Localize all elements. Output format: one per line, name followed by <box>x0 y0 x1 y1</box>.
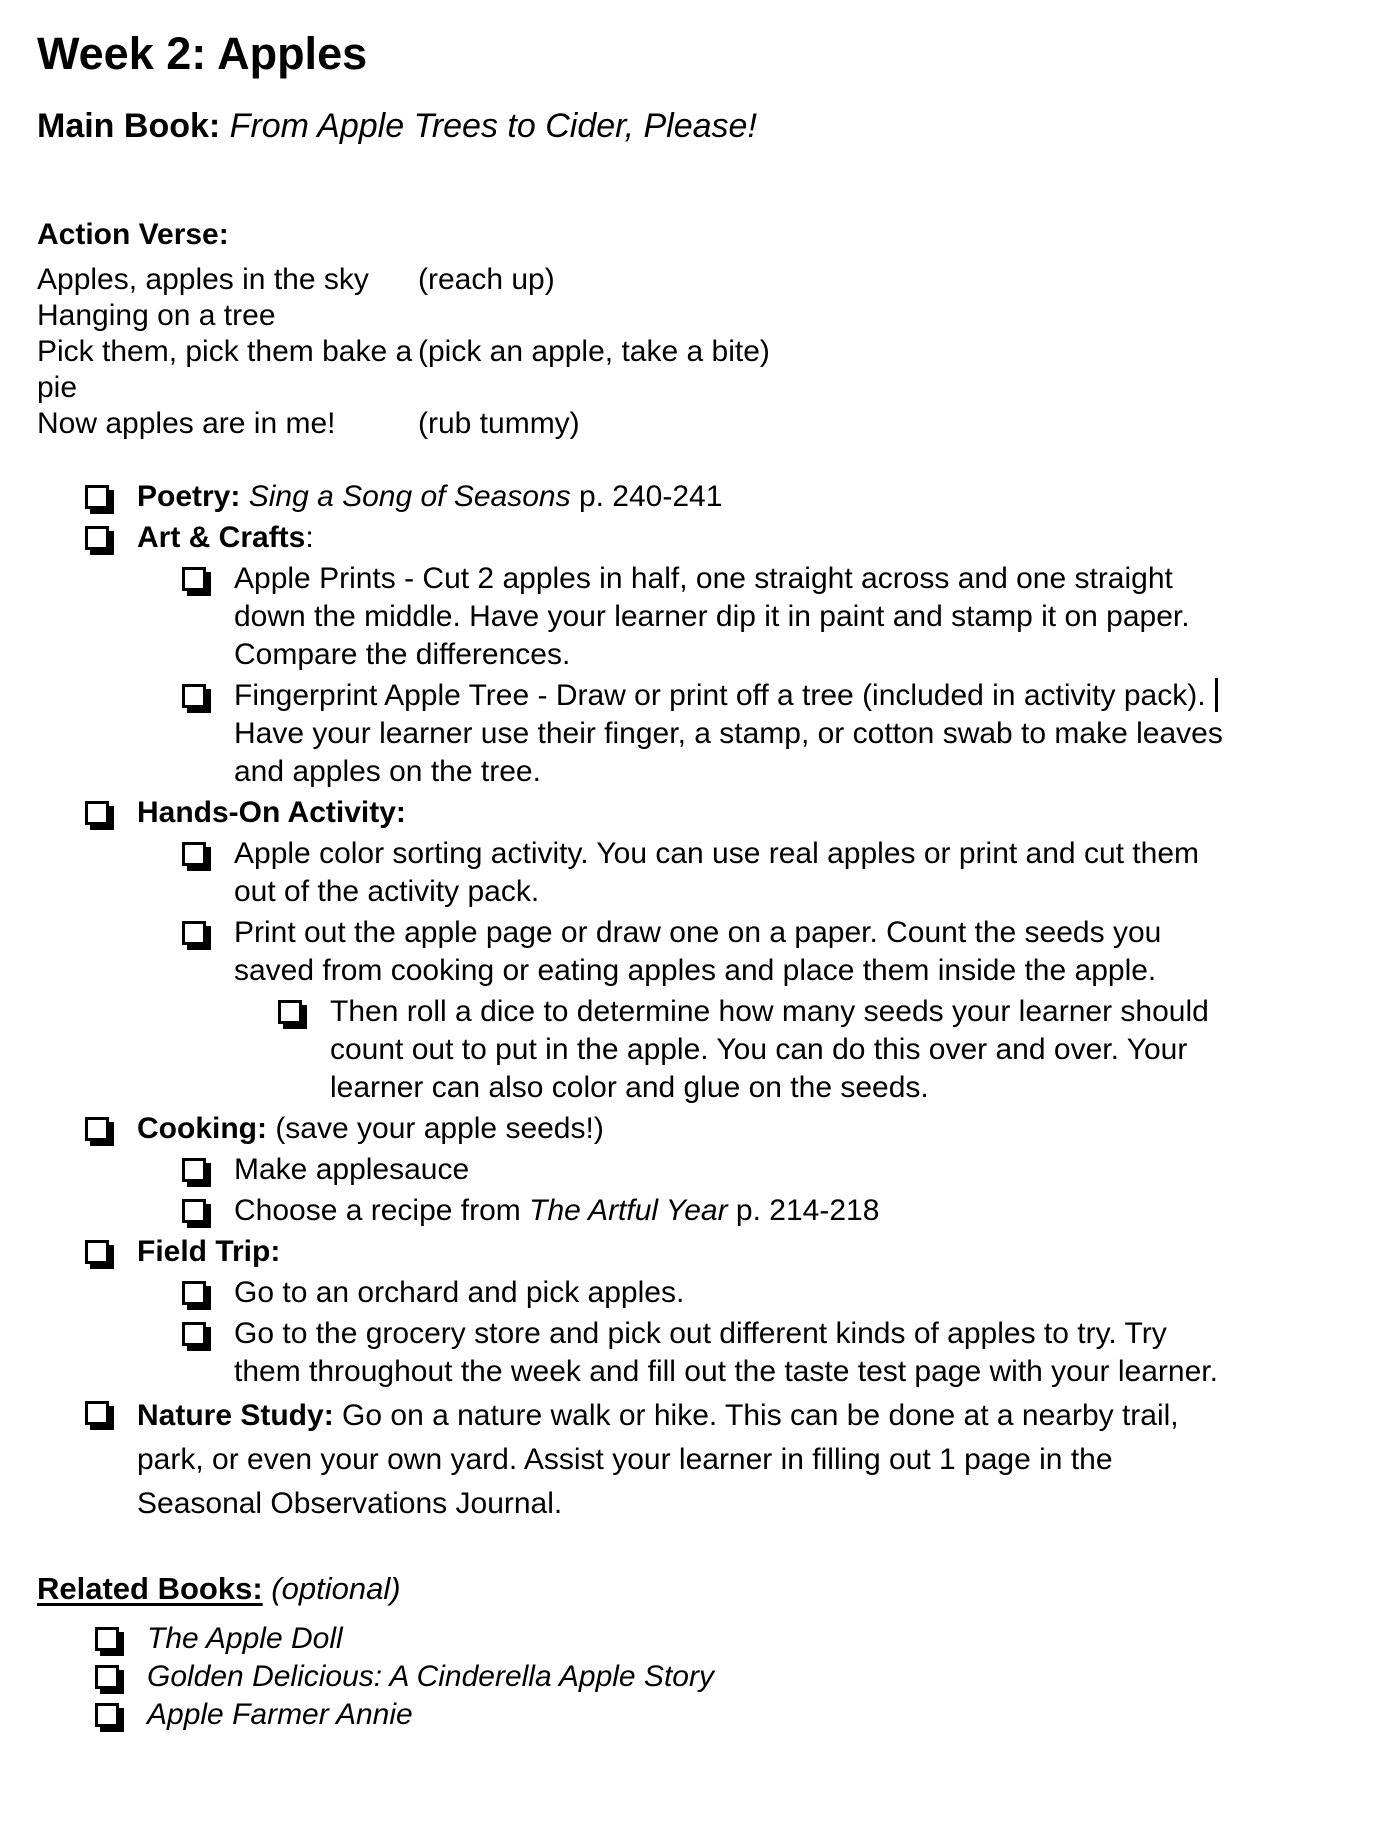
verse-action: (pick an apple, take a bite) <box>418 335 770 368</box>
text-run: Apple Farmer Annie <box>147 1698 413 1731</box>
checkbox-icon[interactable] <box>85 801 109 825</box>
checklist-item-book-0 <box>37 1620 1345 1658</box>
text-run: The Apple Doll <box>147 1622 343 1655</box>
checklist-item-poetry <box>37 478 1345 516</box>
verse-line <box>37 262 1345 298</box>
text-run: Art & Crafts <box>137 521 306 554</box>
text-line <box>234 914 1345 952</box>
text-run: Choose a recipe from <box>234 1194 530 1227</box>
text-run: learner can also color and glue on the seeds. <box>330 1071 929 1104</box>
checklist-item-cooking <box>37 1110 1345 1148</box>
text-run: Seasonal Observations Journal. <box>137 1487 563 1520</box>
checkbox-icon[interactable] <box>85 1240 109 1264</box>
checklist-item-book-1 <box>37 1658 1345 1696</box>
text-line <box>234 873 1345 911</box>
text-line <box>137 1233 1345 1271</box>
checklist-item-nature-study <box>37 1394 1345 1526</box>
text-line <box>147 1696 1345 1734</box>
verse-line <box>37 406 1345 442</box>
text-line <box>137 1394 1345 1438</box>
text-line <box>137 519 1345 557</box>
text-run: p. 240-241 <box>570 480 723 513</box>
checkbox-icon[interactable] <box>182 684 206 708</box>
main-book-line <box>37 106 1345 146</box>
checklist-item-make-applesauce <box>37 1151 1345 1189</box>
checkbox-icon[interactable] <box>182 1158 206 1182</box>
text-line <box>137 1482 1345 1526</box>
checklist-item-text <box>137 1110 1345 1148</box>
checklist-item-book-2 <box>37 1696 1345 1734</box>
checklist-item-text <box>147 1658 1345 1696</box>
main-book-title: From Apple Trees to Cider, Please! <box>229 107 757 145</box>
checkbox-icon[interactable] <box>95 1665 119 1689</box>
main-book-label: Main Book: <box>37 107 221 145</box>
checklist-item-orchard <box>37 1274 1345 1312</box>
checklist-item-text <box>234 1274 1345 1312</box>
text-run: Compare the differences. <box>234 638 571 671</box>
related-books-note: (optional) <box>271 1571 401 1606</box>
text-run: and apples on the tree. <box>234 755 541 788</box>
verse-text: Apples, apples in the sky <box>37 263 369 296</box>
checklist-item-text <box>147 1620 1345 1658</box>
related-books-list <box>37 1620 1345 1734</box>
checkbox-icon[interactable] <box>182 1281 206 1305</box>
text-line <box>234 1353 1345 1391</box>
weekly-checklist <box>37 478 1345 1526</box>
text-line <box>137 1110 1345 1148</box>
text-run: Go on a nature walk or hike. This can be done at a nearby trail, <box>342 1399 1179 1432</box>
verse-action: (reach up) <box>418 263 555 296</box>
checklist-item-text <box>137 1394 1345 1526</box>
checklist-item-text <box>234 1315 1345 1391</box>
checklist-item-text <box>234 677 1345 791</box>
text-line <box>137 478 1345 516</box>
verse-action: (rub tummy) <box>418 407 580 440</box>
checklist-item-text <box>234 914 1345 990</box>
text-run: Go to an orchard and pick apples. <box>234 1276 685 1309</box>
checklist-item-text <box>137 478 1345 516</box>
checklist-item-choose-recipe <box>37 1192 1345 1230</box>
checklist-item-text <box>234 560 1345 674</box>
checklist-item-apple-prints <box>37 560 1345 674</box>
text-line <box>137 794 1345 832</box>
checklist-item-grocery-store <box>37 1315 1345 1391</box>
text-run: Then roll a dice to determine how many seeds your learner should <box>330 995 1209 1028</box>
text-run: Hands-On Activity: <box>137 796 406 829</box>
text-run: Fingerprint Apple Tree - Draw or print off a tree (included in activity pack). <box>234 679 1206 712</box>
verse-text: Pick them, pick them bake a pie <box>37 335 413 404</box>
text-line <box>147 1620 1345 1658</box>
checklist-item-text <box>147 1696 1345 1734</box>
text-run: saved from cooking or eating apples and place them inside the apple. <box>234 954 1157 987</box>
checkbox-icon[interactable] <box>182 842 206 866</box>
related-books-heading <box>37 1570 1345 1608</box>
text-line <box>234 835 1345 873</box>
text-line <box>234 1274 1345 1312</box>
text-line <box>234 952 1345 990</box>
text-line <box>147 1658 1345 1696</box>
text-line <box>234 636 1345 674</box>
text-run: Apple color sorting activity. You can use real apples or print and cut them <box>234 837 1199 870</box>
text-line <box>234 715 1345 753</box>
text-run: (save your apple seeds!) <box>275 1112 604 1145</box>
checklist-item-art-and-crafts <box>37 519 1345 557</box>
text-run: The Artful Year <box>529 1194 728 1227</box>
text-run: p. 214-218 <box>727 1194 880 1227</box>
text-run: Have your learner use their finger, a stamp, or cotton swab to make leaves <box>234 717 1223 750</box>
verse-text: Now apples are in me! <box>37 407 336 440</box>
verse-line <box>37 334 1345 406</box>
text-run: down the middle. Have your learner dip it in paint and stamp it on paper. <box>234 600 1190 633</box>
text-line <box>234 1315 1345 1353</box>
text-line <box>234 753 1345 791</box>
checklist-item-fingerprint-apple-tree <box>37 677 1345 791</box>
checkbox-icon[interactable] <box>182 921 206 945</box>
text-run: Poetry: <box>137 480 249 513</box>
checklist-item-text <box>330 993 1345 1107</box>
checklist-item-apple-seed-counting <box>37 914 1345 990</box>
page-title: Week 2: Apples <box>37 28 368 79</box>
checkbox-icon[interactable] <box>85 485 109 509</box>
checklist-item-text <box>234 1151 1345 1189</box>
text-run: them throughout the week and fill out the taste test page with your learner. <box>234 1355 1218 1388</box>
text-run: Go to the grocery store and pick out different kinds of apples to try. Try <box>234 1317 1167 1350</box>
text-line <box>330 1069 1345 1107</box>
related-books-label: Related Books: <box>37 1571 263 1606</box>
text-run: Make applesauce <box>234 1153 470 1186</box>
action-verse <box>37 262 1345 442</box>
text-run: Golden Delicious: A Cinderella Apple Story <box>147 1660 714 1693</box>
checklist-item-text <box>234 1192 1345 1230</box>
text-line <box>234 1192 1345 1230</box>
checkbox-icon[interactable] <box>278 1000 302 1024</box>
checklist-item-text <box>137 794 1345 832</box>
text-run: Field Trip: <box>137 1235 281 1268</box>
text-run: count out to put in the apple. You can do this over and over. Your <box>330 1033 1188 1066</box>
checklist-item-text <box>137 519 1345 557</box>
checklist-item-apple-color-sorting <box>37 835 1345 911</box>
text-run: out of the activity pack. <box>234 875 540 908</box>
checklist-item-text <box>234 835 1345 911</box>
text-run: Apple Prints - Cut 2 apples in half, one straight across and one straight <box>234 562 1173 595</box>
checklist-item-hands-on-activity <box>37 794 1345 832</box>
verse-line <box>37 298 1345 334</box>
checkbox-icon[interactable] <box>182 1322 206 1346</box>
text-run: Print out the apple page or draw one on a paper. Count the seeds you <box>234 916 1162 949</box>
checkbox-icon[interactable] <box>182 567 206 591</box>
text-cursor <box>1215 678 1218 712</box>
text-run: Nature Study: <box>137 1399 343 1432</box>
checkbox-icon[interactable] <box>85 1117 109 1141</box>
text-line <box>234 560 1345 598</box>
checkbox-icon[interactable] <box>95 1627 119 1651</box>
verse-text: Hanging on a tree <box>37 299 276 332</box>
checkbox-icon[interactable] <box>85 526 109 550</box>
text-line <box>234 677 1345 715</box>
text-run: Cooking: <box>137 1112 276 1145</box>
action-verse-heading: Action Verse: <box>37 218 229 251</box>
verse-action <box>418 298 1345 334</box>
text-line <box>330 993 1345 1031</box>
text-line <box>330 1031 1345 1069</box>
text-line <box>234 598 1345 636</box>
text-run: Sing a Song of Seasons <box>248 480 571 513</box>
checklist-item-text <box>137 1233 1345 1271</box>
text-run: park, or even your own yard. Assist your learner in filling out 1 page in the <box>137 1443 1113 1476</box>
checklist-item-field-trip <box>37 1233 1345 1271</box>
text-line <box>137 1438 1345 1482</box>
checkbox-icon[interactable] <box>95 1703 119 1727</box>
text-line <box>234 1151 1345 1189</box>
checkbox-icon[interactable] <box>85 1401 109 1425</box>
text-run: : <box>305 521 314 554</box>
checklist-item-seed-dice-game <box>37 993 1345 1107</box>
checkbox-icon[interactable] <box>182 1199 206 1223</box>
